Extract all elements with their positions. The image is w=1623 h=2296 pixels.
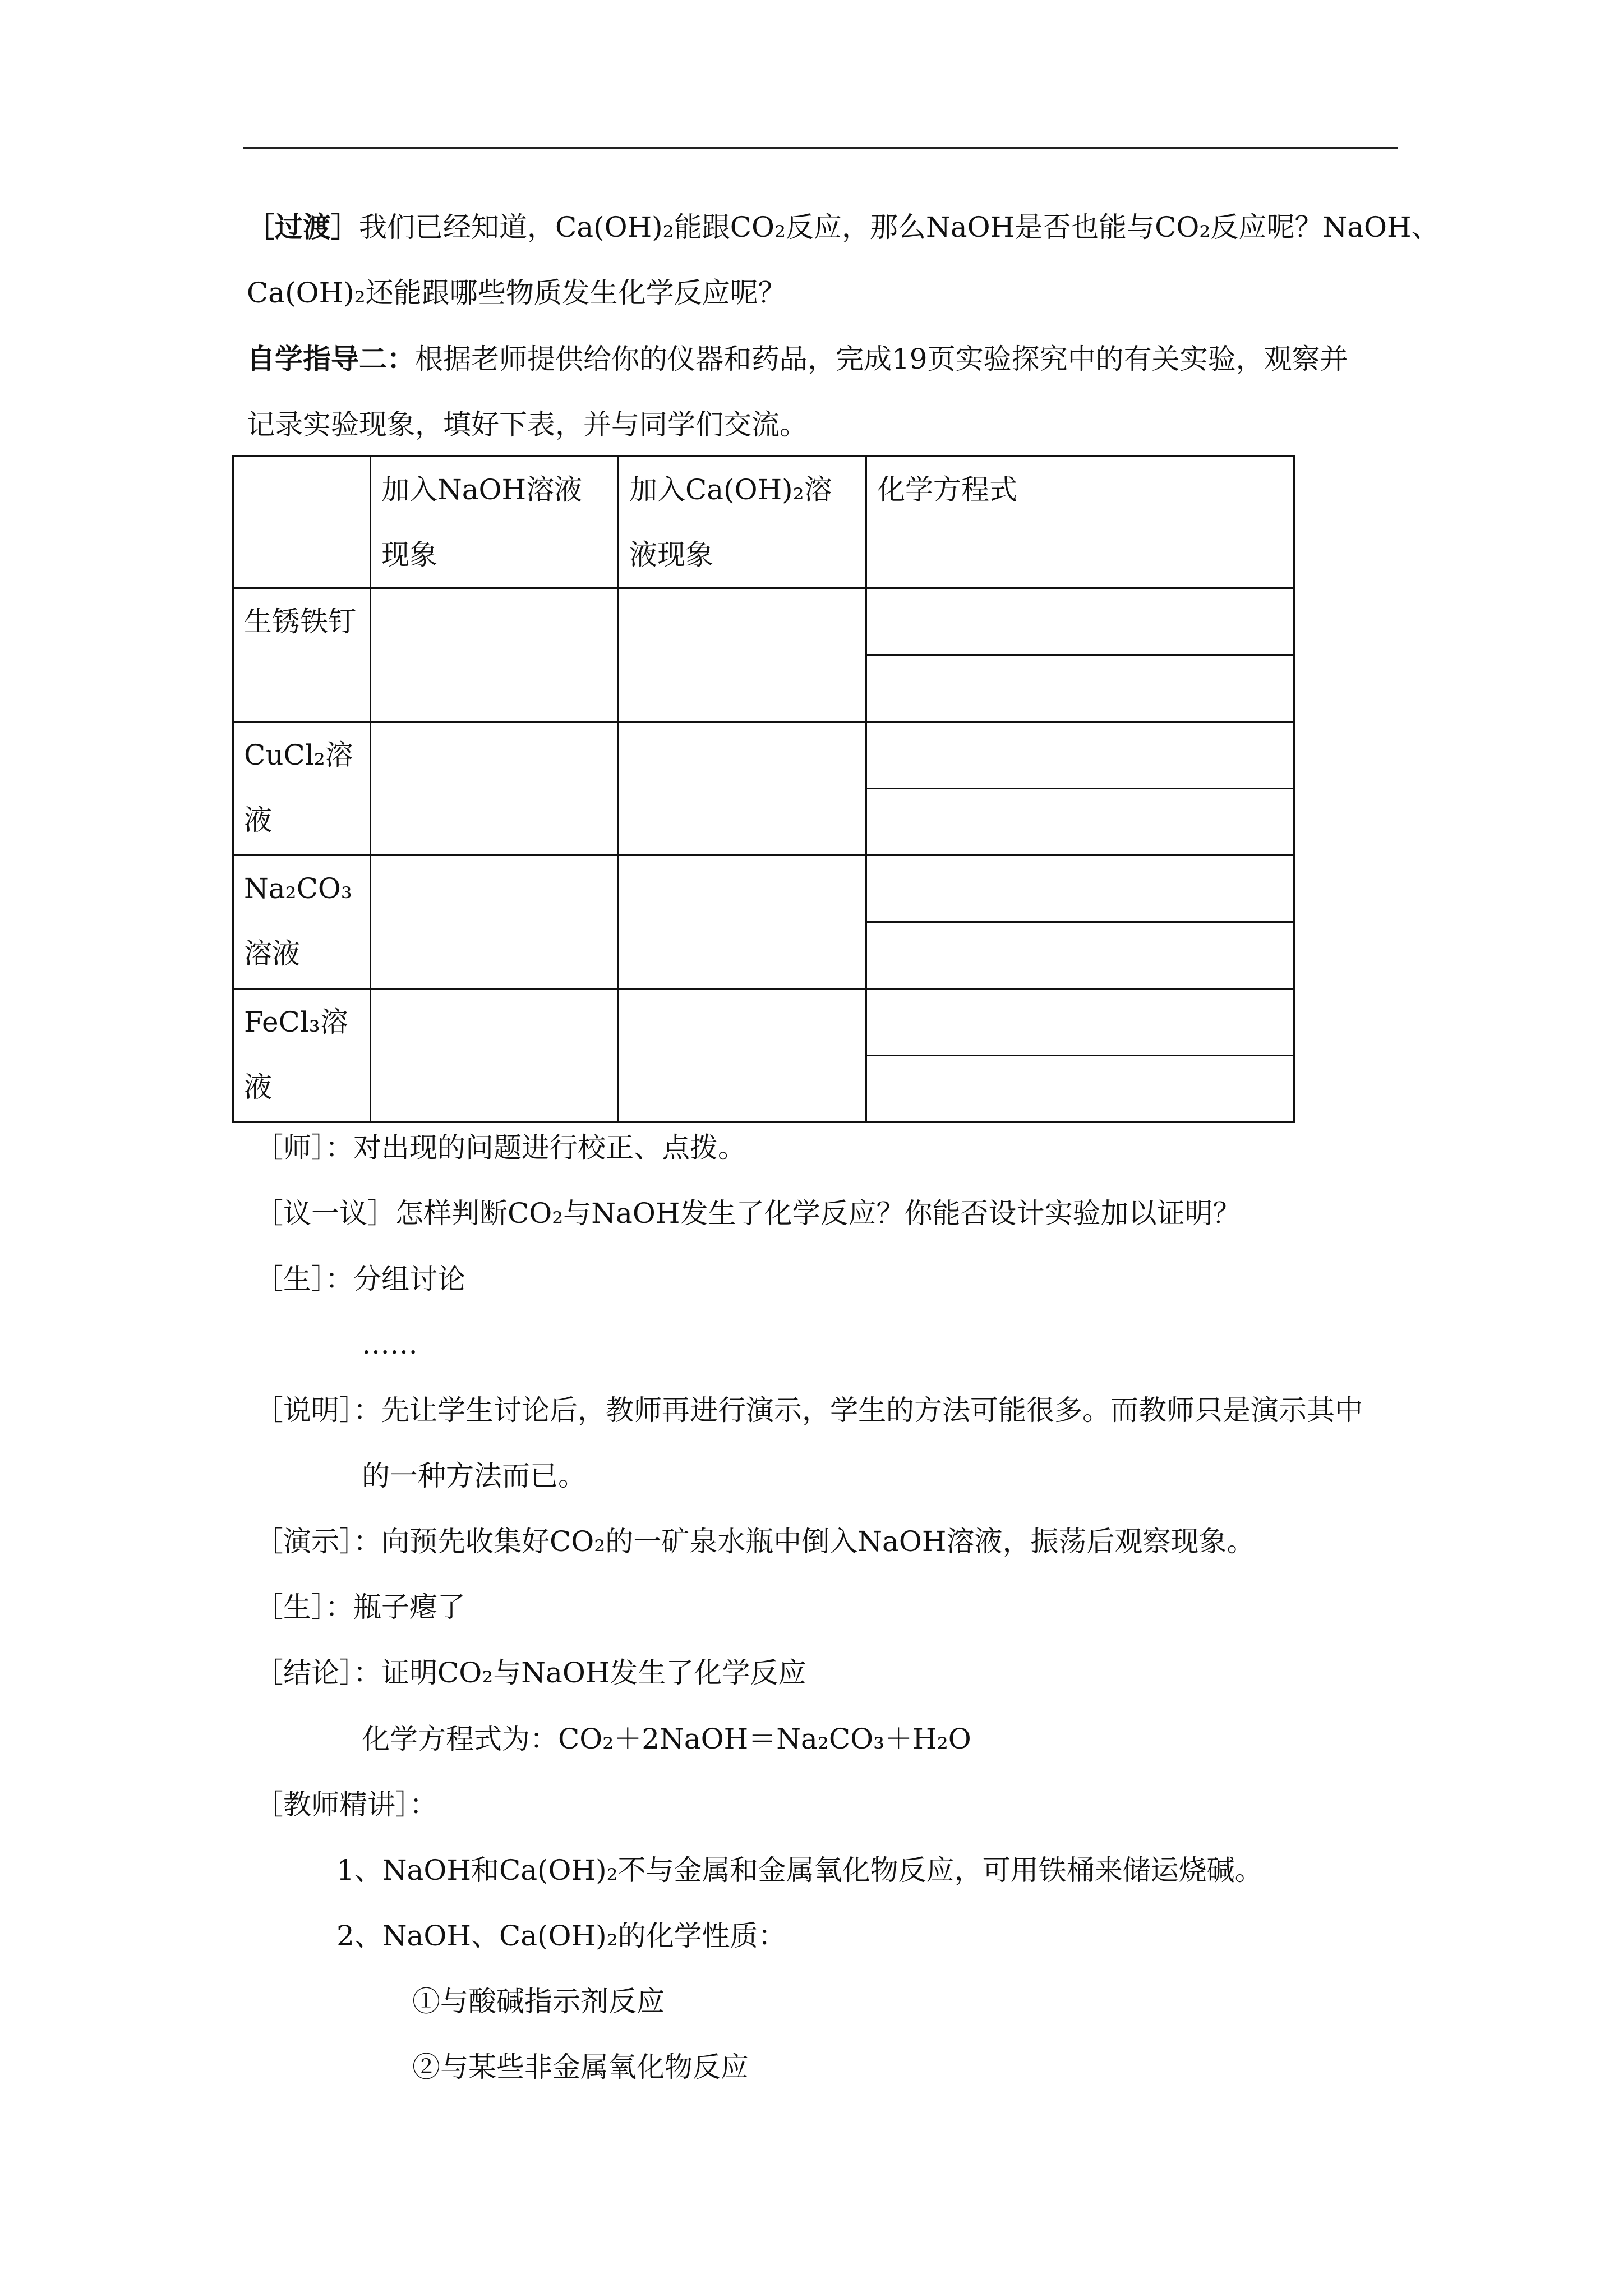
student-note: ［生］：分组讨论 xyxy=(255,1263,465,1295)
table-row xyxy=(233,855,1294,922)
guide-text: 根据老师提供给你的仪器和药品，完成19页实验探究中的有关实验，观察并 xyxy=(415,343,1348,375)
equation-cell[interactable] xyxy=(866,1056,1294,1122)
conclusion-note: ［结论］：证明CO₂与NaOH发生了化学反应 xyxy=(255,1657,806,1689)
caoh2-observation-cell[interactable] xyxy=(619,989,866,1122)
caoh2-observation-cell[interactable] xyxy=(619,722,866,855)
equation-cell[interactable] xyxy=(866,789,1294,855)
header-rule xyxy=(243,147,1398,149)
equation-cell[interactable] xyxy=(866,655,1294,722)
naoh-observation-cell[interactable] xyxy=(371,989,619,1122)
table-header-cell xyxy=(233,457,371,588)
experiment-table xyxy=(232,455,1295,1123)
table-header-cell: 加入NaOH溶液现象 xyxy=(371,457,619,588)
explain-note-line1: ［说明］：先让学生讨论后，教师再进行演示，学生的方法可能很多。而教师只是演示其中 xyxy=(255,1394,1363,1427)
equation-cell[interactable] xyxy=(866,989,1294,1056)
row-label: CuCl₂溶液 xyxy=(233,722,371,855)
row-label: 生锈铁钉 xyxy=(233,588,371,722)
equation-cell[interactable] xyxy=(866,922,1294,989)
naoh-observation-cell[interactable] xyxy=(371,588,619,722)
chemical-equation: 化学方程式为：CO₂＋2NaOH＝Na₂CO₃＋H₂O xyxy=(362,1723,971,1755)
transition-text: 我们已经知道，Ca(OH)₂能跟CO₂反应，那么NaOH是否也能与CO₂反应呢？NaOH、 xyxy=(359,211,1440,243)
guide-paragraph-line1 xyxy=(247,342,1348,376)
property-item-1: ①与酸碱指示剂反应 xyxy=(412,1985,665,2018)
lecture-point-2: 2、NaOH、Ca(OH)₂的化学性质： xyxy=(336,1920,786,1952)
table-header-row xyxy=(233,457,1294,588)
equation-cell[interactable] xyxy=(866,855,1294,922)
table-row xyxy=(233,588,1294,655)
guide-paragraph-line2: 记录实验现象，填好下表，并与同学们交流。 xyxy=(247,408,808,441)
naoh-observation-cell[interactable] xyxy=(371,722,619,855)
row-label: Na₂CO₃溶液 xyxy=(233,855,371,989)
caoh2-observation-cell[interactable] xyxy=(619,588,866,722)
ellipsis: …… xyxy=(362,1328,418,1360)
transition-paragraph-line1 xyxy=(247,210,1440,244)
discuss-note: ［议一议］怎样判断CO₂与NaOH发生了化学反应？你能否设计实验加以证明？ xyxy=(255,1197,1241,1230)
caoh2-observation-cell[interactable] xyxy=(619,855,866,989)
transition-paragraph-line2: Ca(OH)₂还能跟哪些物质发生化学反应呢？ xyxy=(247,277,786,309)
property-item-2: ②与某些非金属氧化物反应 xyxy=(412,2051,749,2083)
naoh-observation-cell[interactable] xyxy=(371,855,619,989)
row-label: FeCl₃溶液 xyxy=(233,989,371,1122)
table-row xyxy=(233,989,1294,1056)
demo-note: ［演示］：向预先收集好CO₂的一矿泉水瓶中倒入NaOH溶液，振荡后观察现象。 xyxy=(255,1525,1255,1558)
teacher-note: ［师］：对出现的问题进行校正、点拨。 xyxy=(255,1131,746,1164)
equation-cell[interactable] xyxy=(866,722,1294,789)
table-header-cell: 加入Ca(OH)₂溶液现象 xyxy=(619,457,866,588)
lecture-heading: ［教师精讲］： xyxy=(255,1788,437,1821)
lecture-point-1: 1、NaOH和Ca(OH)₂不与金属和金属氧化物反应，可用铁桶来储运烧碱。 xyxy=(336,1854,1263,1887)
guide-tag: 自学指导二： xyxy=(247,342,415,375)
transition-tag: ［过渡］ xyxy=(247,210,359,243)
table-row xyxy=(233,722,1294,789)
table-header-cell: 化学方程式 xyxy=(866,457,1294,588)
student-observation: ［生］：瓶子瘪了 xyxy=(255,1591,465,1623)
equation-cell[interactable] xyxy=(866,588,1294,655)
explain-note-line2: 的一种方法而已。 xyxy=(362,1460,586,1492)
